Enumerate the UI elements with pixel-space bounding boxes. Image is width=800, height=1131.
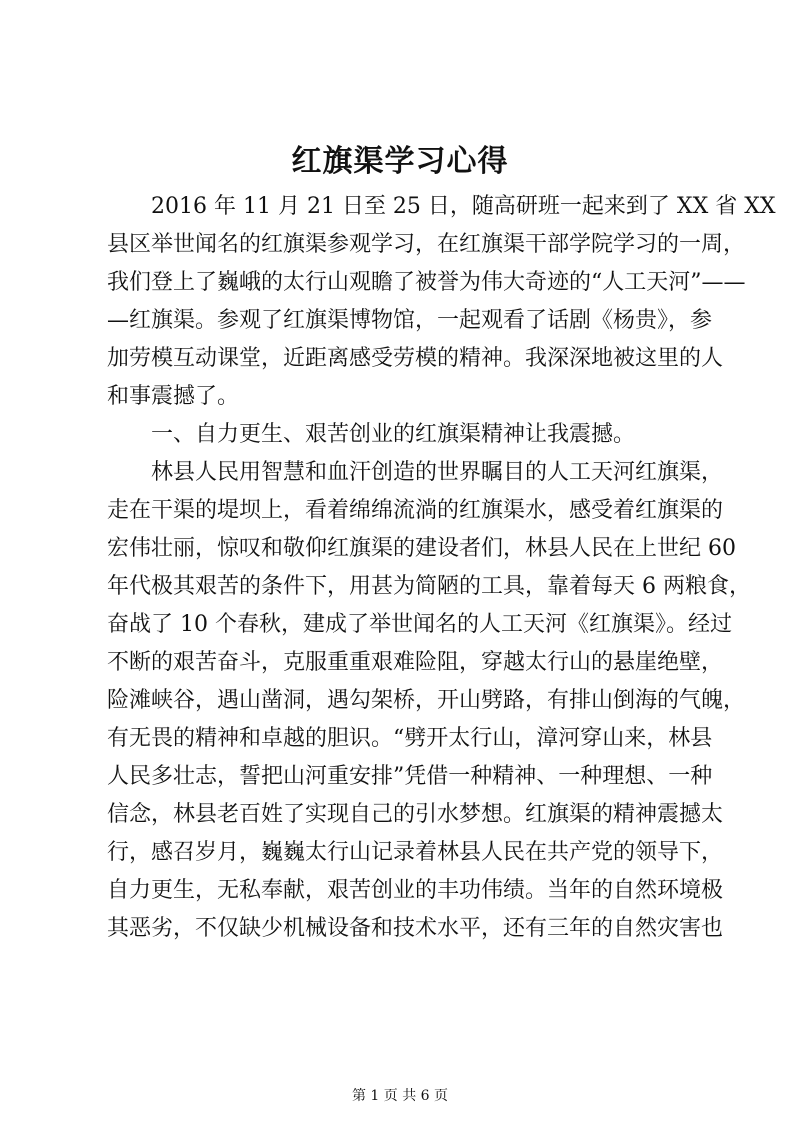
text-line: 险滩峡谷，遇山凿洞，遇勾架桥，开山劈路，有排山倒海的气魄， (107, 688, 746, 713)
text-line: 奋战了 10 个春秋，建成了举世闻名的人工天河《红旗渠》。经过 (107, 612, 732, 637)
text-line: 县区举世闻名的红旗渠参观学习，在红旗渠干部学院学习的一周， (107, 232, 746, 257)
text-line: 林县人民用智慧和血汗创造的世界瞩目的人工天河红旗渠， (107, 460, 724, 485)
text-line: 有无畏的精神和卓越的胆识。“劈开太行山，漳河穿山来，林县 (107, 726, 713, 751)
text-line: 人民多壮志，誓把山河重安排”凭借一种精神、一种理想、一种 (107, 764, 713, 789)
text-line: 加劳模互动课堂，近距离感受劳模的精神。我深深地被这里的人 (107, 346, 724, 371)
text-line: 其恶劣，不仅缺少机械设备和技术水平，还有三年的自然灾害也 (107, 916, 724, 941)
text-line: 2016 年 11 月 21 日至 25 日，随高研班一起来到了 XX 省 XX (107, 194, 776, 219)
text-line: 和事震撼了。 (107, 384, 240, 409)
text-line: 行，感召岁月，巍巍太行山记录着林县人民在共产党的领导下， (107, 840, 724, 865)
section-heading: 一、自力更生、艰苦创业的红旗渠精神让我震撼。 (107, 422, 636, 447)
text-line: —红旗渠。参观了红旗渠博物馆，一起观看了话剧《杨贵》，参 (107, 308, 713, 333)
text-line: 走在干渠的堤坝上，看着绵绵流淌的红旗渠水，感受着红旗渠的 (107, 498, 724, 523)
text-line: 我们登上了巍峨的太行山观瞻了被誉为伟大奇迹的“人工天河”—— (107, 270, 746, 295)
document-body (107, 188, 776, 948)
text-line: 宏伟壮丽，惊叹和敬仰红旗渠的建设者们，林县人民在上世纪 60 (107, 536, 736, 561)
text-line: 自力更生，无私奉献，艰苦创业的丰功伟绩。当年的自然环境极 (107, 878, 724, 903)
text-line: 不断的艰苦奋斗，克服重重艰难险阻，穿越太行山的悬崖绝壁， (107, 650, 724, 675)
document-title: 红旗渠学习心得 (291, 144, 509, 179)
text-line: 信念，林县老百姓了实现自己的引水梦想。红旗渠的精神震撼太 (107, 802, 724, 827)
text-line: 年代极其艰苦的条件下，用甚为简陋的工具，靠着每天 6 两粮食， (107, 574, 751, 599)
page-footer: 第 1 页 共 6 页 (351, 1088, 449, 1104)
